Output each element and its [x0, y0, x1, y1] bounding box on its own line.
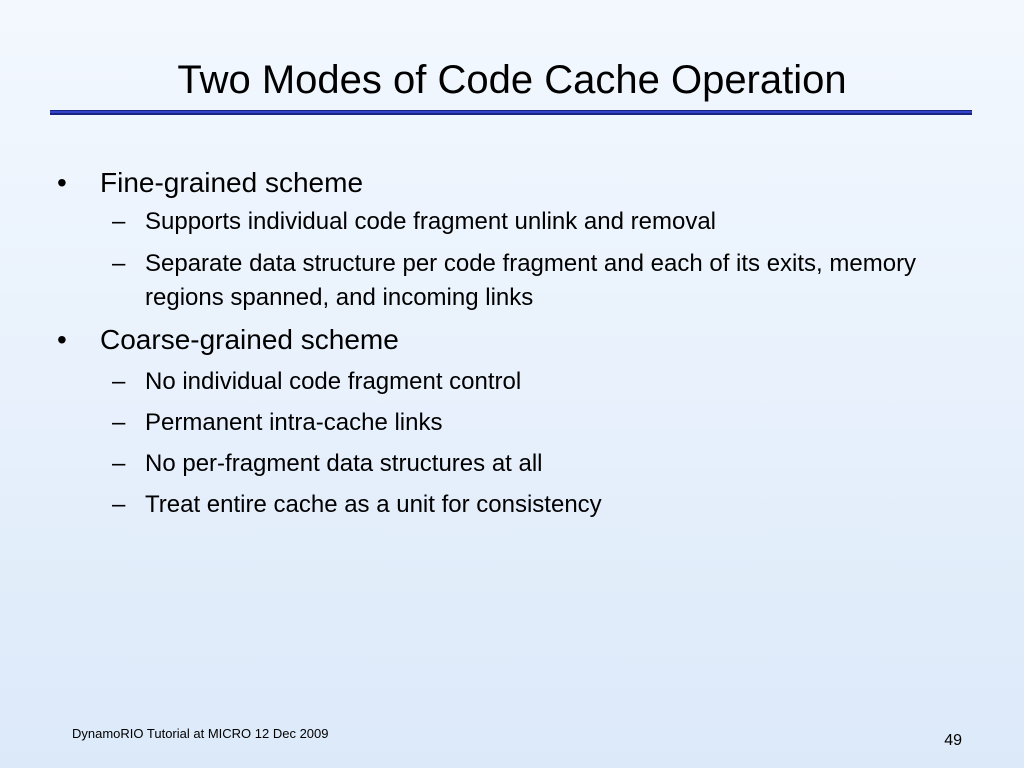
sub-bullet-text: No individual code fragment control: [145, 368, 522, 395]
sub-bullet-item: [112, 488, 965, 522]
sub-bullet-marker: –: [112, 208, 126, 235]
sub-bullet-marker: –: [112, 368, 126, 395]
sub-bullet-text: Supports individual code fragment unlink and removal: [145, 208, 716, 235]
sub-bullet-marker: –: [112, 450, 126, 477]
sub-bullet-item: [112, 447, 965, 481]
sub-bullet-marker: –: [112, 409, 126, 436]
bullet-item: [57, 323, 399, 357]
sub-bullet-text: No per-fragment data structures at all: [145, 450, 543, 477]
sub-bullet-marker: –: [112, 250, 126, 277]
sub-bullet-text: Permanent intra-cache links: [145, 409, 443, 436]
sub-bullet-item: [112, 205, 965, 239]
sub-bullet-text: Separate data structure per code fragment and each of its exits, memory regions spanned, and incoming links: [145, 250, 917, 311]
bullet-text: Coarse-grained scheme: [100, 324, 399, 355]
bullet-item: [57, 166, 364, 200]
title-underline: [50, 110, 972, 115]
sub-bullet-marker: –: [112, 491, 126, 518]
footer-text: DynamoRIO Tutorial at MICRO 12 Dec 2009: [72, 726, 329, 741]
sub-bullet-item: [112, 247, 965, 315]
bullet-marker: •: [57, 167, 67, 198]
slide-title: Two Modes of Code Cache Operation: [177, 58, 847, 102]
bullet-text: Fine-grained scheme: [100, 167, 364, 198]
sub-bullet-item: [112, 365, 965, 399]
bullet-marker: •: [57, 324, 67, 355]
sub-bullet-item: [112, 406, 965, 440]
sub-bullet-text: Treat entire cache as a unit for consistency: [145, 491, 602, 518]
page-number: 49: [944, 732, 962, 749]
